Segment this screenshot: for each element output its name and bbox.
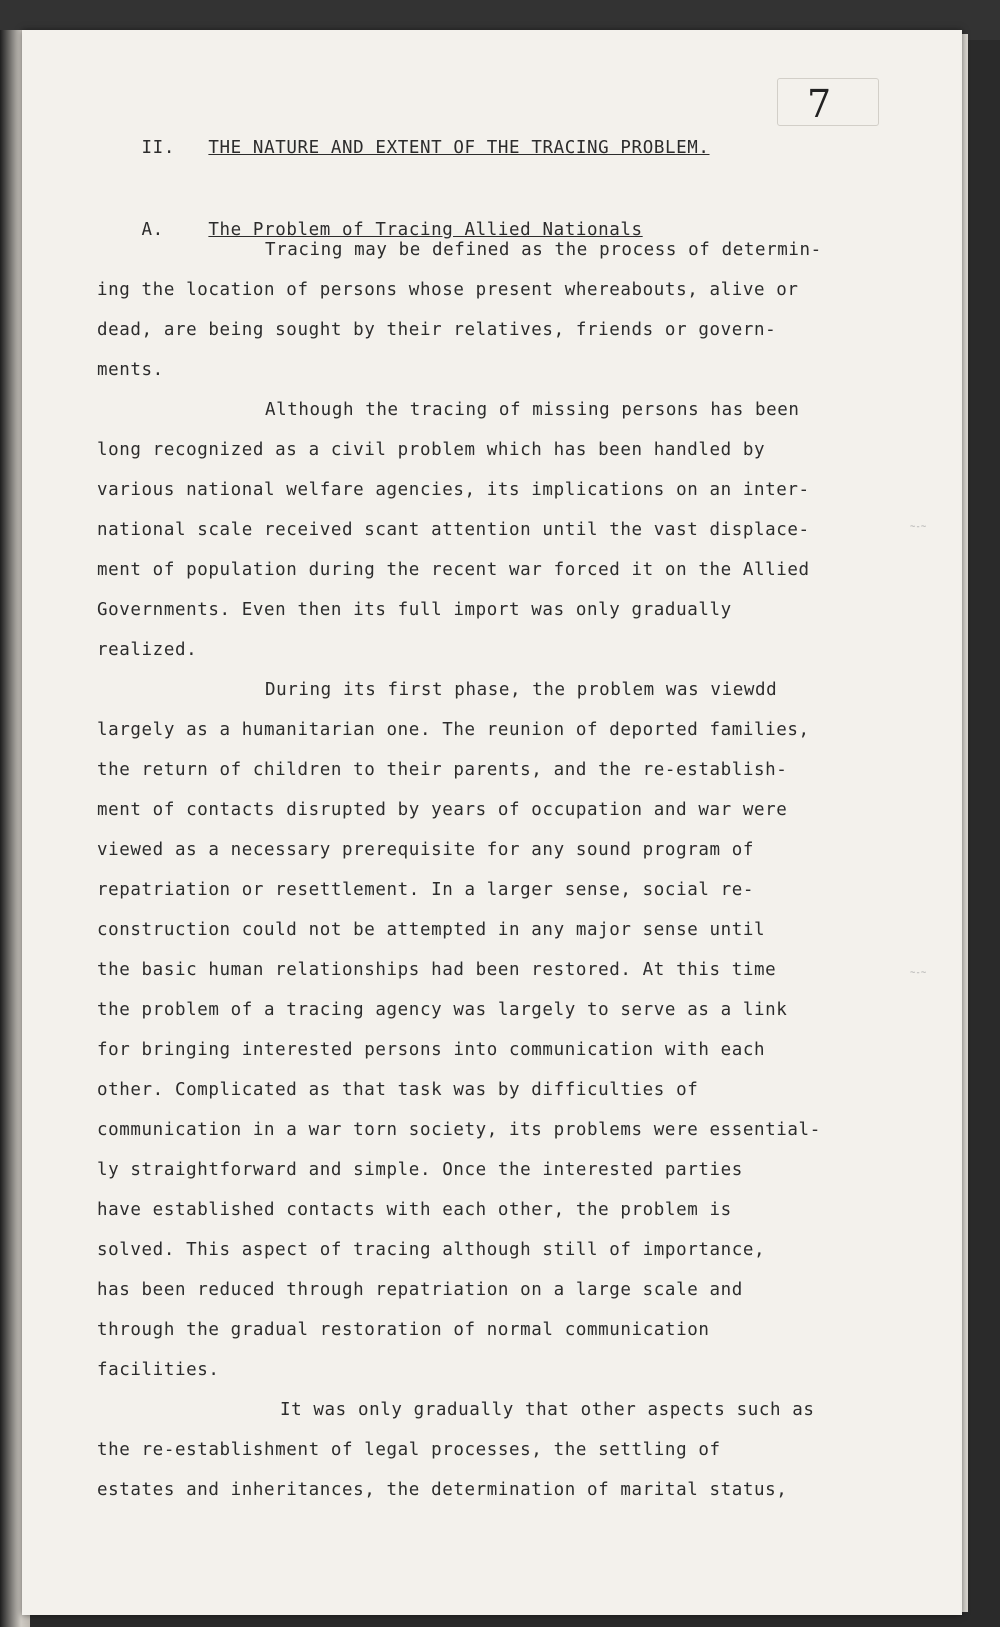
text-line: long recognized as a civil problem which has been handled by [97,440,766,460]
text-line: has been reduced through repatriation on a large scale and [97,1280,743,1300]
text-line: Tracing may be defined as the process of determin- [265,240,822,260]
text-line: It was only gradually that other aspects such as [280,1400,815,1420]
text-line: Governments. Even then its full import was only gradually [97,600,732,620]
text-line: solved. This aspect of tracing although still of importance, [97,1240,766,1260]
page-number: 7 [807,82,832,126]
text-line: largely as a humanitarian one. The reunion of deported families, [97,720,810,740]
subsection-letter: A. [141,220,164,240]
text-line: the re-establishment of legal processes, the settling of [97,1440,721,1460]
text-line: for bringing interested persons into communication with each [97,1040,766,1060]
text-line: the return of children to their parents, and the re-establish- [97,760,788,780]
text-line: dead, are being sought by their relatives, friends or govern- [97,320,777,340]
text-line: estates and inheritances, the determination of marital status, [97,1480,788,1500]
text-line: through the gradual restoration of normal communication [97,1320,710,1340]
margin-mark: ~-~ [910,968,927,978]
text-line: viewed as a necessary prerequisite for any sound program of [97,840,755,860]
text-line: have established contacts with each other, the problem is [97,1200,732,1220]
margin-mark: ~-~ [910,522,927,532]
text-line: ments. [97,360,164,380]
document-page [22,30,962,1615]
text-line: ing the location of persons whose present whereabouts, alive or [97,280,799,300]
text-line: the basic human relationships had been restored. At this time [97,960,777,980]
section-numeral: II. [141,138,175,158]
text-line: construction could not be attempted in any major sense until [97,920,766,940]
text-line: realized. [97,640,198,660]
text-line: ment of contacts disrupted by years of occupation and war were [97,800,788,820]
text-line: ly straightforward and simple. Once the interested parties [97,1160,743,1180]
text-line: the problem of a tracing agency was largely to serve as a link [97,1000,788,1020]
section-heading [97,118,710,178]
subsection-title: The Problem of Tracing Allied Nationals [208,220,643,240]
page-edge [962,34,968,1612]
text-line: facilities. [97,1360,220,1380]
text-line: other. Complicated as that task was by difficulties of [97,1080,699,1100]
text-line: national scale received scant attention until the vast displace- [97,520,810,540]
text-line: communication in a war torn society, its problems were essential- [97,1120,821,1140]
text-line: Although the tracing of missing persons has been [265,400,800,420]
text-line: During its first phase, the problem was viewdd [265,680,778,700]
text-line: various national welfare agencies, its implications on an inter- [97,480,810,500]
text-line: ment of population during the recent war forced it on the Allied [97,560,810,580]
section-title: THE NATURE AND EXTENT OF THE TRACING PROBLEM. [208,138,710,158]
text-line: repatriation or resettlement. In a larger sense, social re- [97,880,755,900]
